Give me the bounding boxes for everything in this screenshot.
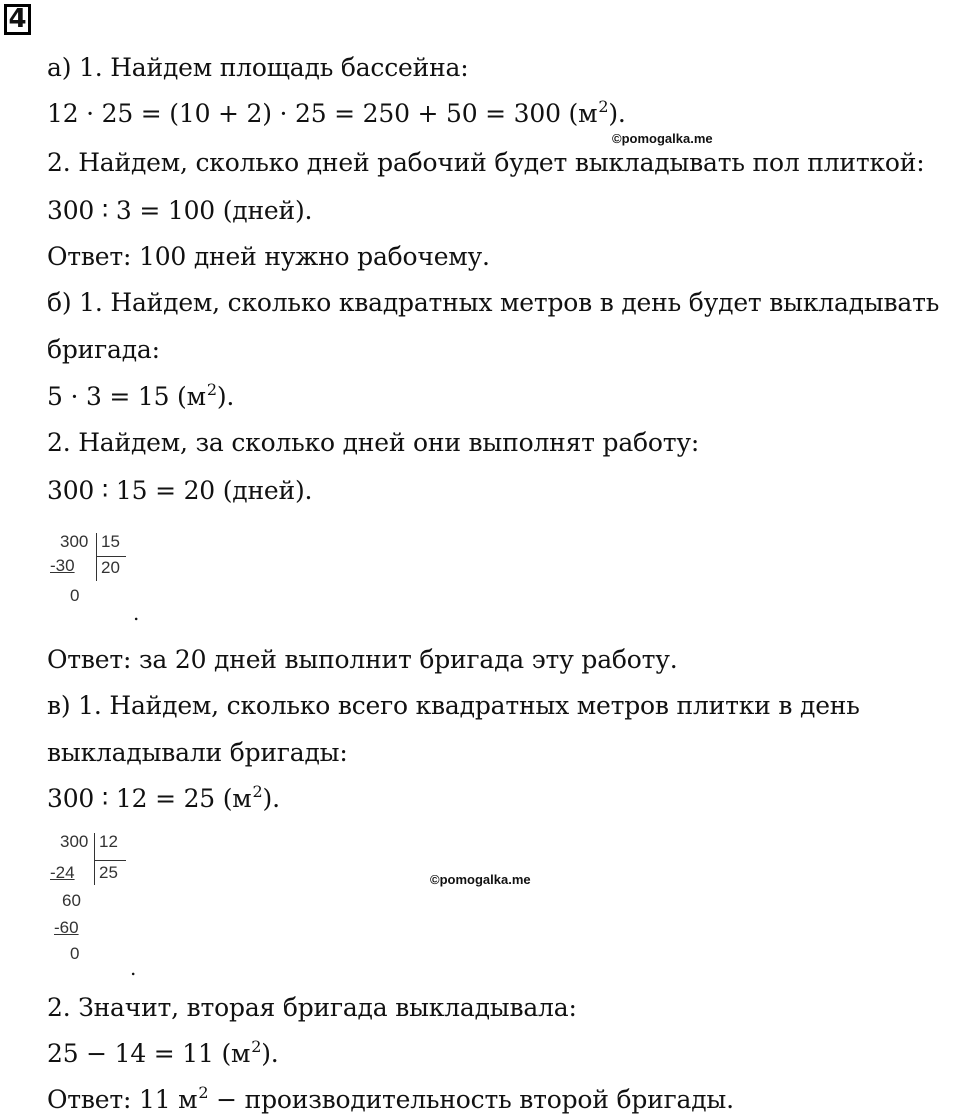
part-c-answer-end: − производительность второй бригады. [208, 1085, 734, 1114]
part-c-title-continued: выкладывали бригады: [47, 738, 348, 767]
part-b-expression [47, 380, 234, 417]
part-c-expression-2-text: 25 − 14 = 11 (м [47, 1039, 251, 1068]
division-remainder: 0 [70, 944, 80, 963]
part-c-expression-end: ). [262, 784, 280, 813]
part-c-expression-2-end: ). [261, 1039, 279, 1068]
part-c-title: в) 1. Найдем, сколько всего квадратных метров плитки в день [47, 691, 860, 720]
division-divisor: 12 [99, 832, 118, 851]
watermark-top: ©pomogalka.me [612, 131, 713, 146]
part-b-step-2: 2. Найдем, за сколько дней они выполнят работу: [47, 428, 700, 457]
part-c-step-2: 2. Значит, вторая бригада выкладывала: [47, 993, 577, 1022]
division-divisor: 15 [101, 532, 120, 551]
square-exponent: 2 [198, 1083, 209, 1102]
division-dividend: 300 [60, 532, 89, 551]
division-partial: 60 [62, 891, 81, 910]
division-horizontal-bar [94, 860, 126, 861]
part-b-title: б) 1. Найдем, сколько квадратных метров в день будет выкладывать [47, 288, 940, 317]
division-subtract-2: -60 [54, 918, 79, 937]
long-division-300-by-12 [50, 831, 146, 967]
square-exponent: 2 [206, 380, 217, 399]
part-b-expression-text: 5 · 3 = 15 (м [47, 382, 206, 411]
part-a-answer: Ответ: 100 дней нужно рабочему. [47, 242, 490, 271]
part-a-title: а) 1. Найдем площадь бассейна: [47, 53, 469, 82]
part-b-title-continued: бригада: [47, 335, 160, 364]
square-exponent: 2 [598, 97, 609, 116]
division-dividend: 300 [60, 832, 89, 851]
division-remainder: 0 [70, 586, 80, 605]
square-exponent: 2 [252, 782, 263, 801]
part-a-expression-2: 300 ∶ 3 = 100 (дней). [47, 196, 313, 225]
part-a-expression-end: ). [608, 99, 626, 128]
part-b-expression-2: 300 ∶ 15 = 20 (дней). [47, 476, 313, 505]
division-1-dot: . [133, 601, 140, 625]
division-vertical-bar [94, 833, 95, 885]
long-division-300-by-15 [50, 531, 146, 611]
problem-number-badge: 4 [4, 4, 31, 35]
part-c-expression-2 [47, 1037, 279, 1074]
part-c-expression-text: 300 ∶ 12 = 25 (м [47, 784, 252, 813]
division-quotient: 20 [101, 558, 120, 577]
square-exponent: 2 [251, 1037, 262, 1056]
division-horizontal-bar [96, 556, 126, 557]
part-c-expression [47, 782, 280, 819]
division-quotient: 25 [99, 863, 118, 882]
part-b-answer: Ответ: за 20 дней выполнит бригада эту работу. [47, 645, 678, 674]
part-c-answer [47, 1083, 734, 1120]
division-2-dot: . [130, 956, 137, 980]
part-b-expression-end: ). [216, 382, 235, 411]
part-a-expression [47, 97, 626, 134]
part-a-step-2: 2. Найдем, сколько дней рабочий будет выкладывать пол плиткой: [47, 148, 925, 177]
division-subtract-1: -24 [50, 863, 75, 882]
part-c-answer-text: Ответ: 11 м [47, 1085, 198, 1114]
watermark-middle: ©pomogalka.me [430, 872, 531, 887]
part-a-expression-text: 12 · 25 = (10 + 2) · 25 = 250 + 50 = 300 (м [47, 99, 598, 128]
division-vertical-bar [96, 533, 97, 581]
division-subtract: -30 [50, 556, 75, 575]
